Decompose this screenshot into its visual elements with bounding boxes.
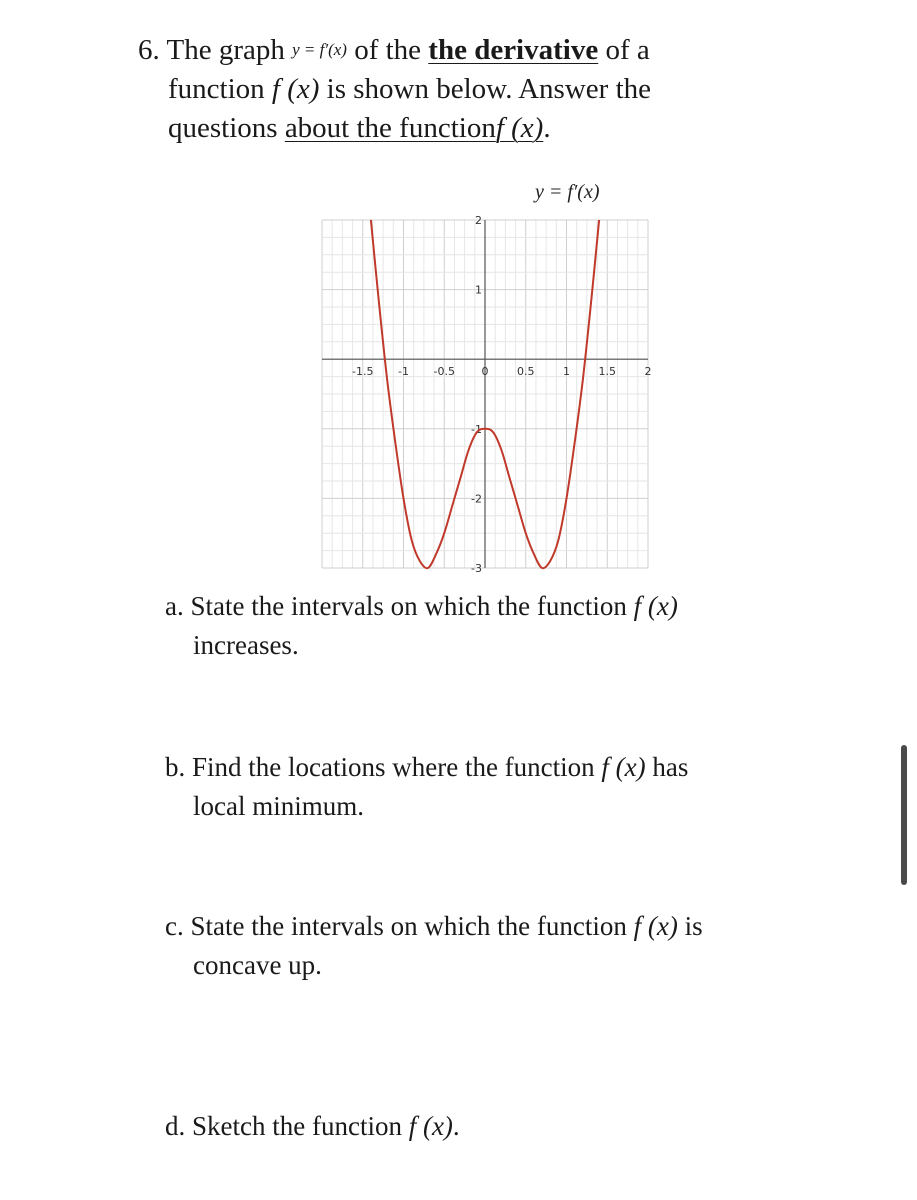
question-d bbox=[165, 1107, 460, 1146]
x-tick-label: 1.5 bbox=[598, 365, 616, 379]
question-text: d. Sketch the function bbox=[165, 1111, 402, 1141]
x-tick-label: 1 bbox=[563, 365, 570, 379]
derivative-notation: y = f′(x) bbox=[292, 40, 347, 59]
question-a bbox=[165, 587, 678, 665]
x-tick-label: -1.5 bbox=[352, 365, 374, 379]
x-tick-label: 2 bbox=[644, 365, 652, 379]
derivative-graph bbox=[300, 170, 660, 580]
function-notation: f (x) bbox=[601, 752, 646, 782]
function-notation: f (x) bbox=[633, 591, 678, 621]
chart-title: y = f′(x) bbox=[535, 181, 600, 203]
emphasis-about-function: about the function bbox=[284, 112, 496, 144]
question-text: . bbox=[452, 1111, 460, 1141]
function-notation: f (x) bbox=[271, 73, 320, 105]
problem-text: questions bbox=[168, 112, 278, 144]
problem-text: function bbox=[168, 73, 265, 105]
question-text: a. State the intervals on which the function bbox=[165, 591, 627, 621]
x-tick-label: 0 bbox=[481, 365, 489, 379]
function-notation: f (x) bbox=[495, 112, 544, 144]
problem-text: of the bbox=[354, 34, 422, 66]
question-text: concave up. bbox=[193, 950, 322, 980]
problem-text: is shown below. Answer the bbox=[326, 73, 651, 105]
question-text: c. State the intervals on which the function bbox=[165, 911, 627, 941]
function-notation: f (x) bbox=[408, 1111, 453, 1141]
problem-line-2 bbox=[138, 70, 838, 109]
y-tick-label: -1 bbox=[471, 422, 482, 436]
problem-text: . bbox=[543, 112, 551, 144]
question-text: is bbox=[684, 911, 703, 941]
y-tick-label: 1 bbox=[475, 283, 482, 297]
y-tick-label: -3 bbox=[471, 562, 482, 575]
x-tick-label: 0.5 bbox=[517, 365, 535, 379]
problem-statement bbox=[138, 30, 838, 148]
function-notation: f (x) bbox=[633, 911, 678, 941]
problem-number: 6. bbox=[138, 34, 160, 66]
y-tick-label: -2 bbox=[471, 492, 482, 506]
emphasis-derivative: the derivative bbox=[428, 34, 599, 66]
problem-line-1 bbox=[138, 30, 838, 70]
y-tick-label: 2 bbox=[475, 214, 482, 227]
x-tick-label: -1 bbox=[398, 365, 409, 379]
question-text: has bbox=[652, 752, 689, 782]
question-text: increases. bbox=[193, 630, 299, 660]
x-tick-label: -0.5 bbox=[433, 365, 455, 379]
question-text: local minimum. bbox=[193, 791, 364, 821]
problem-text: The graph bbox=[166, 34, 285, 66]
question-c bbox=[165, 907, 703, 985]
question-text: b. Find the locations where the function bbox=[165, 752, 595, 782]
question-b bbox=[165, 748, 688, 826]
problem-text: of a bbox=[605, 34, 650, 66]
scrollbar[interactable] bbox=[901, 745, 907, 885]
problem-line-3 bbox=[138, 109, 838, 148]
